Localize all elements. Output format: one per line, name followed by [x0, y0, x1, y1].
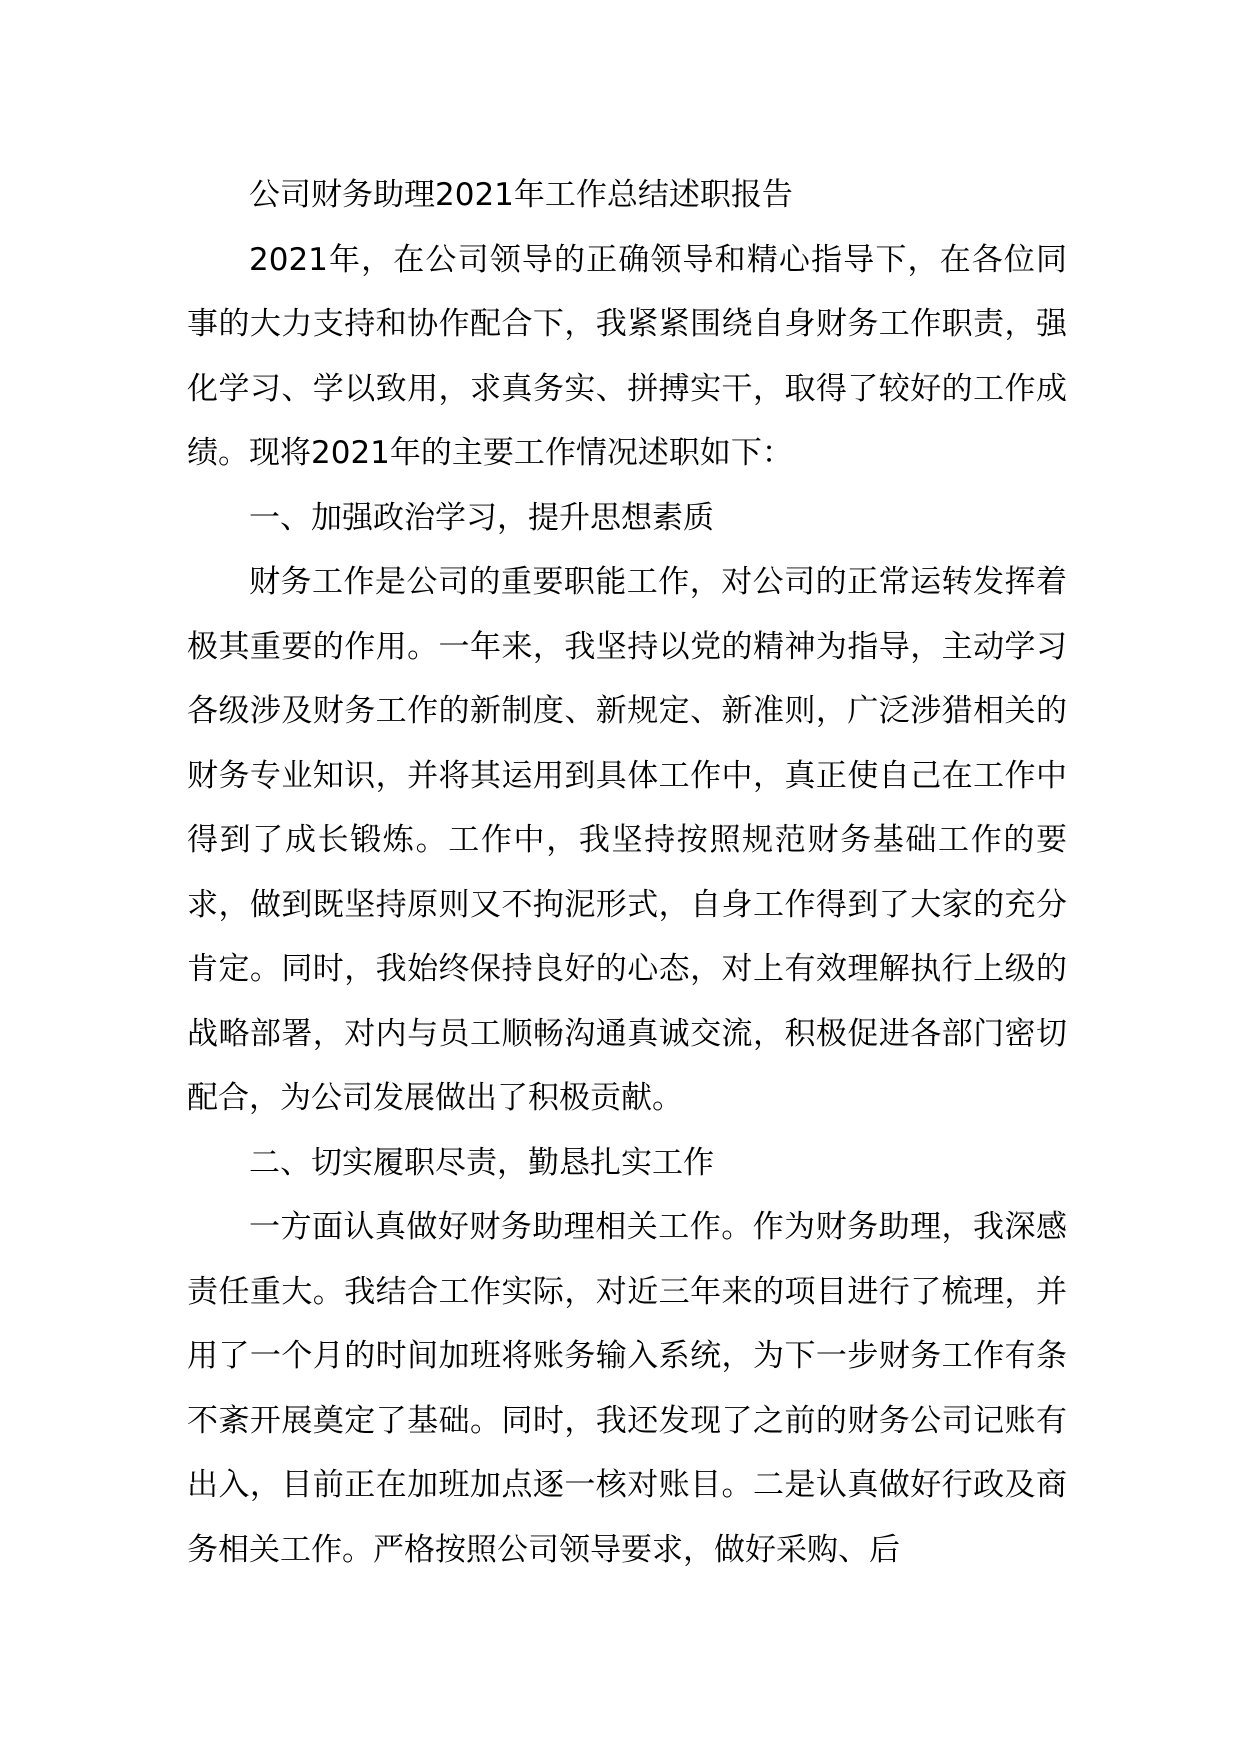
document-body [187, 163, 1067, 1582]
paragraph-section-1: 财务工作是公司的重要职能工作，对公司的正常运转发挥着极其重要的作用。一年来，我坚持以党的精神为指导，主动学习各级涉及财务工作的新制度、新规定、新准则，广泛涉猎相关的财务专业知识，并将其运用到具体工作中，真正使自己在工作中得到了成长锻炼。工作中，我坚持按照规范财务基础工作的要求，做到既坚持原则又不拘泥形式，自身工作得到了大家的充分肯定。同时，我始终保持良好的心态，对上有效理解执行上级的战略部署，对内与员工顺畅沟通真诚交流，积极促进各部门密切配合，为公司发展做出了积极贡献。 [187, 564, 1067, 1116]
section-heading-2: 二、切实履职尽责，勤恳扎实工作 [249, 1144, 714, 1181]
document-title: 公司财务助理2021年工作总结述职报告 [249, 177, 793, 213]
section-heading-1: 一、加强政治学习，提升思想素质 [249, 499, 714, 536]
paragraph-intro: 2021年，在公司领导的正确领导和精心指导下，在各位同事的大力支持和协作配合下，我紧紧围绕自身财务工作职责，强化学习、学以致用，求真务实、拼搏实干，取得了较好的工作成绩。现将2021年的主要工作情况述职如下： [187, 241, 1067, 471]
paragraph-section-2: 一方面认真做好财务助理相关工作。作为财务助理，我深感责任重大。我结合工作实际，对近三年来的项目进行了梳理，并用了一个月的时间加班将账务输入系统，为下一步财务工作有条不紊开展奠定了基础。同时，我还发现了之前的财务公司记账有出入，目前正在加班加点逐一核对账目。二是认真做好行政及商务相关工作。严格按照公司领导要求，做好采购、后 [187, 1209, 1067, 1568]
